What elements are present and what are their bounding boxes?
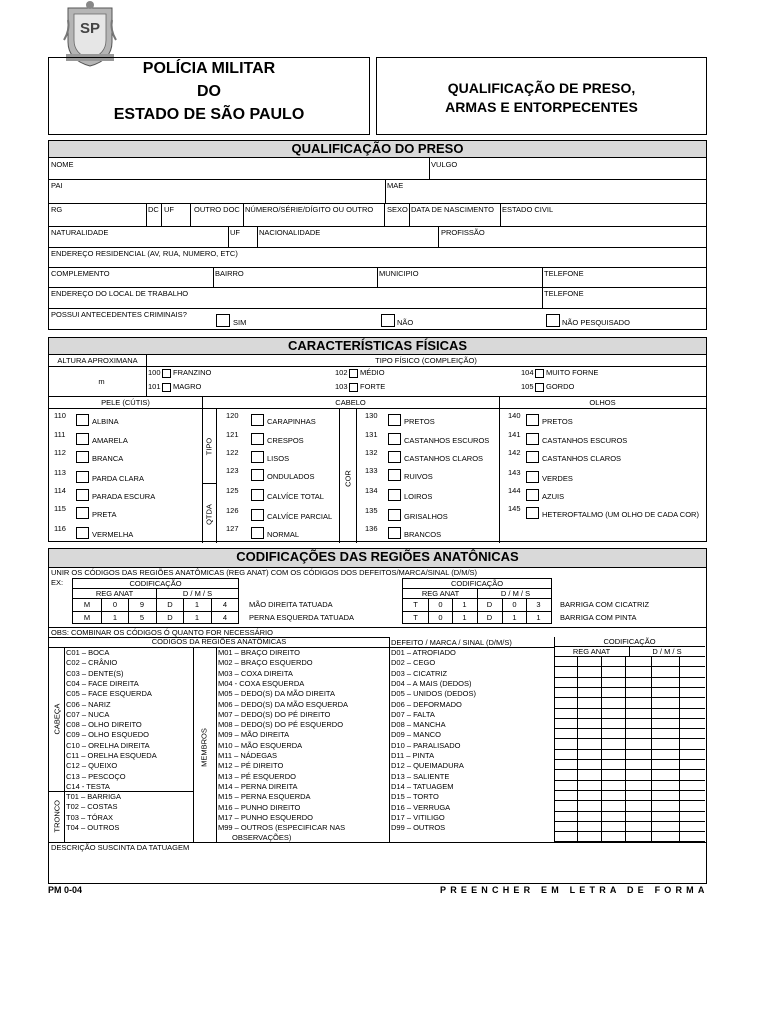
codificacao-grid[interactable] — [554, 637, 705, 842]
olhos-code[interactable]: 144 — [508, 486, 521, 495]
field-dc[interactable]: DC — [148, 205, 159, 214]
tipo-code[interactable]: 103 — [335, 382, 348, 391]
cabelo-tipo-code[interactable]: 121 — [226, 430, 239, 439]
example-cell: 1 — [462, 613, 467, 622]
pele-checkbox[interactable] — [76, 451, 89, 463]
defeito-code[interactable]: D15 – TORTO — [391, 792, 439, 802]
example-cell: D — [486, 613, 493, 622]
defeito-code[interactable]: D12 – QUEIMADURA — [391, 761, 464, 771]
olhos-label[interactable]: CASTANHOS ESCUROS — [542, 436, 628, 445]
membros-code[interactable]: M04 - COXA ESQUERDA — [218, 678, 305, 688]
org-name-line3: ESTADO DE SÃO PAULO — [113, 106, 305, 123]
grid-reg-anat: REG ANAT — [572, 647, 611, 656]
olhos-title: OLHOS — [589, 398, 616, 407]
membros-code[interactable]: M07 – DEDO(S) DO PÉ DIREITO — [218, 709, 331, 719]
ex-right-codificacao: CODIFICAÇÃO — [450, 579, 504, 588]
doc-title-line2: ARMAS E ENTORPECENTES — [445, 99, 638, 115]
codificacoes-ex: EX: — [51, 578, 64, 587]
ex-left-reg-anat: REG ANAT — [95, 589, 134, 598]
cabelo-cor-label[interactable]: LOIROS — [404, 492, 433, 501]
example-table-left — [72, 578, 239, 624]
grid-line — [651, 656, 652, 842]
cabelo-cor-checkbox[interactable] — [388, 414, 401, 426]
org-name-line1: POLÍCIA MILITAR — [142, 60, 276, 77]
pele-checkbox[interactable] — [76, 414, 89, 426]
olhos-label[interactable]: PRETOS — [542, 417, 573, 426]
cabeca-code[interactable]: C13 – PESCOÇO — [66, 771, 126, 781]
membros-code[interactable]: M15 – PERNA ESQUERDA — [218, 792, 311, 802]
example-cell: 4 — [222, 613, 228, 622]
cabelo-cor-label[interactable]: GRISALHOS — [404, 512, 448, 521]
cabelo-cor-label[interactable]: PRETOS — [404, 417, 435, 426]
tipo-code[interactable]: 102 — [335, 368, 348, 377]
antecedentes-nao-checkbox[interactable] — [381, 314, 395, 327]
example-cell: 1 — [462, 600, 467, 609]
grid-line — [679, 656, 680, 842]
cabelo-tipo-checkbox[interactable] — [251, 509, 264, 521]
tipo-label[interactable]: FRANZINO — [173, 368, 212, 377]
tipo-checkbox[interactable] — [349, 383, 358, 392]
cabeca-code[interactable]: C10 – ORELHA DIREITA — [66, 740, 150, 750]
cabelo-cor-label[interactable]: CASTANHOS ESCUROS — [404, 436, 490, 445]
altura-unit[interactable]: m — [98, 377, 105, 386]
grid-line — [629, 646, 630, 656]
antecedentes-nao-pesquisado-label: NÃO PESQUISADO — [562, 318, 630, 327]
cabelo-tipo-code[interactable]: 125 — [226, 486, 239, 495]
cabeca-code[interactable]: C02 – CRÂNIO — [66, 658, 118, 668]
tronco-code[interactable]: T01 – BARRIGA — [66, 792, 122, 801]
cabelo-tipo-label[interactable]: CALVÍCE TOTAL — [267, 492, 324, 501]
cabeca-code[interactable]: C05 – FACE ESQUERDA — [66, 689, 152, 699]
field-uf2[interactable]: UF — [230, 228, 240, 237]
field-rg[interactable]: RG — [51, 205, 63, 214]
membros-code[interactable]: M08 – DEDO(S) DO PÉ ESQUERDO — [218, 720, 344, 730]
doc-title-box — [376, 57, 707, 135]
cabelo-cor-label[interactable]: BRANCOS — [404, 530, 442, 539]
tipo-label: TIPO — [204, 437, 214, 456]
tipo-checkbox[interactable] — [535, 369, 544, 378]
ex-right-reg-anat: REG ANAT — [421, 589, 460, 598]
org-name-line2: DO — [197, 83, 221, 100]
pele-checkbox[interactable] — [76, 527, 89, 539]
membros-code[interactable]: M11 – NÁDEGAS — [218, 751, 278, 760]
grid-line — [625, 656, 626, 842]
defeito-code[interactable]: D16 – VERRUGA — [391, 802, 451, 812]
tronco-label: TRONCO — [52, 800, 62, 833]
example-cell: T — [413, 613, 418, 622]
cabeca-code[interactable]: C08 – OLHO DIREITO — [66, 720, 142, 730]
cabelo-tipo-label[interactable]: CARAPINHAS — [267, 417, 316, 426]
cabeca-code[interactable]: C01 – BOCA — [66, 648, 110, 657]
descricao-tatuagem[interactable]: DESCRIÇÃO SUSCINTA DA TATUAGEM — [51, 843, 190, 852]
cabelo-tipo-label[interactable]: CALVÍCE PARCIAL — [267, 512, 333, 521]
cabelo-cor-label[interactable]: RUIVOS — [404, 472, 433, 481]
defeito-code[interactable]: D13 – SALIENTE — [391, 771, 450, 781]
field-trabalho[interactable]: ENDEREÇO DO LOCAL DE TRABALHO — [51, 289, 189, 298]
defeito-code[interactable]: D17 – VITILIGO — [391, 812, 445, 822]
defeito-code[interactable]: D03 – CICATRIZ — [391, 668, 448, 678]
pele-label[interactable]: PARADA ESCURA — [92, 492, 156, 501]
codigos-title: CODIGOS DA REGIÕES ANATÔMICAS — [151, 637, 287, 646]
defeito-code[interactable]: D04 – A MAIS (DEDOS) — [391, 678, 472, 688]
tipo-label[interactable]: MAGRO — [173, 382, 202, 391]
defeito-title: DEFEITO / MARCA / SINAL (D/M/S) — [391, 638, 512, 647]
grid-dms: D / M / S — [652, 647, 682, 656]
example-cell: D — [167, 613, 173, 622]
membros-code[interactable]: M03 – COXA DIREITA — [218, 668, 293, 678]
cabelo-cor-code[interactable]: 136 — [365, 524, 378, 533]
olhos-checkbox[interactable] — [526, 489, 539, 501]
fisicas-title: CARACTERÍSTICAS FÍSICAS — [49, 338, 706, 355]
ex-right-desc-1: BARRIGA COM CICATRIZ — [560, 600, 650, 609]
field-nascimento[interactable]: DATA DE NASCIMENTO — [411, 205, 494, 214]
field-telefone[interactable]: TELEFONE — [544, 269, 584, 278]
cabelo-tipo-code[interactable]: 122 — [226, 448, 239, 457]
example-cell: M — [83, 600, 91, 609]
defeito-code[interactable]: D06 – DEFORMADO — [391, 699, 462, 709]
example-cell: 0 — [438, 613, 443, 622]
example-table-right — [402, 578, 552, 624]
grid-line — [601, 656, 602, 842]
tronco-code[interactable]: T03 – TÓRAX — [66, 812, 113, 822]
cabelo-cor-checkbox[interactable] — [388, 451, 401, 463]
example-cell: M — [83, 613, 91, 622]
tipo-code[interactable]: 100 — [148, 368, 161, 377]
defeito-code[interactable]: D14 – TATUAGEM — [391, 781, 454, 791]
pele-checkbox[interactable] — [76, 433, 89, 445]
defeito-code[interactable]: D07 – FALTA — [391, 709, 435, 719]
membros-code[interactable]: OBSERVAÇÕES) — [232, 833, 292, 843]
membros-code[interactable]: M10 – MÃO ESQUERDA — [218, 740, 303, 750]
qualificacao-title: QUALIFICAÇÃO DO PRESO — [49, 141, 706, 158]
field-uf[interactable]: UF — [164, 205, 174, 214]
defeito-code[interactable]: D11 – PINTA — [391, 751, 435, 760]
tipo-code[interactable]: 104 — [521, 368, 534, 377]
antecedentes-sim-checkbox[interactable] — [216, 314, 230, 327]
field-outro-doc[interactable]: OUTRO DOC — [194, 205, 240, 214]
cabelo-tipo-checkbox[interactable] — [251, 414, 264, 426]
ex-right-dms: D / M / S — [500, 589, 531, 598]
tipo-label[interactable]: MÉDIO — [360, 368, 385, 377]
pele-code[interactable]: 113 — [54, 468, 66, 477]
grid-divider — [477, 588, 478, 598]
grid-divider — [156, 588, 157, 598]
membros-code[interactable]: M02 – BRAÇO ESQUERDO — [218, 658, 313, 668]
field-vulgo[interactable]: VULGO — [431, 160, 458, 169]
cabelo-cor-code[interactable]: 134 — [365, 486, 378, 495]
example-cell: 5 — [139, 613, 145, 622]
field-mae[interactable]: MAE — [387, 181, 404, 190]
olhos-code[interactable]: 142 — [508, 448, 521, 457]
olhos-code[interactable]: 145 — [508, 504, 521, 513]
pele-checkbox[interactable] — [76, 471, 89, 483]
cabelo-tipo-checkbox[interactable] — [251, 433, 264, 445]
field-nome[interactable]: NOME — [51, 160, 74, 169]
cabeca-code[interactable]: C03 – DENTE(S) — [66, 668, 124, 678]
tipo-checkbox[interactable] — [162, 383, 171, 392]
ex-left-dms: D / M / S — [182, 589, 213, 598]
field-naturalidade[interactable]: NATURALIDADE — [51, 228, 109, 237]
cabeca-label: CABEÇA — [52, 703, 62, 735]
example-cell: 0 — [112, 600, 118, 609]
defeito-code[interactable]: D02 – CEGO — [391, 658, 436, 668]
antecedentes-sim-label: SIM — [233, 318, 247, 327]
defeito-code[interactable]: D10 – PARALISADO — [391, 740, 461, 750]
codificacoes-instr: UNIR OS CÓDIGOS DAS REGIÕES ANATÔMICAS (REG ANAT) COM OS CÓDIGOS DOS DEFEITOS/MARCA/SINAL (D/M/S) — [51, 568, 478, 577]
cabelo-tipo-checkbox[interactable] — [251, 527, 264, 539]
pele-code[interactable]: 115 — [54, 504, 66, 513]
tipo-label[interactable]: GORDO — [546, 382, 575, 391]
cabelo-cor-code[interactable]: 131 — [365, 430, 378, 439]
ex-left-desc-1: MÃO DIREITA TATUADA — [249, 600, 333, 609]
olhos-label[interactable]: HETEROFTALMO (UM OLHO DE CADA COR) — [542, 510, 699, 519]
defeito-code[interactable]: D05 – UNIDOS (DEDOS) — [391, 689, 477, 699]
field-estado-civil[interactable]: ESTADO CIVIL — [502, 205, 554, 214]
antecedentes-nao-pesquisado-checkbox[interactable] — [546, 314, 560, 327]
form-code: PM 0-04 — [48, 885, 83, 895]
tipo-checkbox[interactable] — [162, 369, 171, 378]
cabelo-cor-code[interactable]: 133 — [365, 466, 378, 475]
codificacoes-title: CODIFICAÇÕES DAS REGIÕES ANATÔNICAS — [49, 549, 706, 568]
tipo-checkbox[interactable] — [349, 369, 358, 378]
cabeca-code[interactable]: C14 - TESTA — [66, 781, 110, 791]
cabeca-code[interactable]: C11 – ORELHA ESQUEDA — [66, 751, 157, 760]
pele-code[interactable]: 114 — [54, 486, 66, 495]
olhos-label[interactable]: CASTANHOS CLAROS — [542, 454, 622, 463]
field-bairro[interactable]: BAIRRO — [215, 269, 244, 278]
olhos-checkbox[interactable] — [526, 433, 539, 445]
field-municipio[interactable]: MUNICIPIO — [379, 269, 419, 278]
example-cell: 1 — [194, 600, 200, 609]
cabelo-tipo-checkbox[interactable] — [251, 451, 264, 463]
olhos-code[interactable]: 140 — [508, 411, 521, 420]
cabelo-cor-checkbox[interactable] — [388, 489, 401, 501]
defeito-code[interactable]: D99 – OUTROS — [391, 823, 446, 833]
footer-note: PREENCHER EM LETRA DE FORMA — [440, 885, 709, 895]
pele-label[interactable]: ALBINA — [92, 417, 119, 426]
membros-code[interactable]: M12 – PÉ DIREITO — [218, 761, 284, 771]
field-telefone2[interactable]: TELEFONE — [544, 289, 584, 298]
tronco-code[interactable]: T02 – COSTAS — [66, 802, 118, 812]
cabelo-cor-code[interactable]: 135 — [365, 506, 378, 515]
membros-code[interactable]: M01 – BRAÇO DIREITO — [218, 648, 300, 657]
ex-right-desc-2: BARRIGA COM PINTA — [560, 613, 637, 622]
cor-label: COR — [343, 470, 353, 487]
pele-code[interactable]: 112 — [54, 448, 66, 457]
tipo-label[interactable]: FORTE — [360, 382, 386, 391]
cabelo-tipo-checkbox[interactable] — [251, 469, 264, 481]
example-cell: 1 — [194, 613, 200, 622]
antecedentes-label: POSSUI ANTECEDENTES CRIMINAIS? — [51, 310, 187, 319]
tipo-fisico-label: TIPO FÍSICO (COMPLEIÇÃO) — [375, 356, 477, 365]
tipo-label[interactable]: MUITO FORNE — [546, 368, 599, 377]
pele-code[interactable]: 116 — [54, 524, 66, 533]
cabelo-tipo-label[interactable]: NORMAL — [267, 530, 300, 539]
olhos-checkbox[interactable] — [526, 471, 539, 483]
pele-label[interactable]: AMARELA — [92, 436, 128, 445]
example-cell: 1 — [512, 613, 517, 622]
cabelo-cor-checkbox[interactable] — [388, 433, 401, 445]
cabeca-code[interactable]: C04 – FACE DIREITA — [66, 678, 139, 688]
defeito-code[interactable]: D01 – ATROFIADO — [391, 648, 456, 657]
tipo-code[interactable]: 105 — [521, 382, 534, 391]
fisicas-section — [48, 337, 707, 542]
olhos-checkbox[interactable] — [526, 451, 539, 463]
pele-label[interactable]: BRANCA — [92, 454, 124, 463]
example-cell: D — [167, 600, 173, 609]
cabelo-tipo-code[interactable]: 120 — [226, 411, 239, 420]
olhos-checkbox[interactable] — [526, 414, 539, 426]
membros-code[interactable]: M14 – PERNA DIREITA — [218, 781, 298, 791]
qualificacao-section — [48, 140, 707, 330]
field-nacionalidade[interactable]: NACIONALIDADE — [259, 228, 321, 237]
example-cell: 0 — [512, 600, 517, 609]
example-cell: 4 — [222, 600, 228, 609]
codificacoes-section — [48, 548, 707, 884]
pele-label[interactable]: PARDA CLARA — [92, 474, 144, 483]
example-cell: 1 — [536, 613, 541, 622]
ex-left-codificacao: CODIFICAÇÃO — [129, 579, 182, 588]
cabelo-tipo-checkbox[interactable] — [251, 489, 264, 501]
field-endereco[interactable]: ENDEREÇO RESIDENCIAL (AV, RUA, NUMERO, ETC) — [51, 249, 238, 258]
example-cell: 1 — [112, 613, 118, 622]
cabelo-tipo-label[interactable]: ONDULADOS — [267, 472, 315, 481]
membros-code[interactable]: M17 – PUNHO ESQUERDO — [218, 812, 314, 822]
olhos-label[interactable]: VERDES — [542, 474, 573, 483]
pele-code[interactable]: 111 — [54, 430, 66, 439]
cabeca-code[interactable]: C09 – OLHO ESQUEDO — [66, 730, 149, 740]
olhos-code[interactable]: 141 — [508, 430, 521, 439]
pele-title: PELE (CÚTIS) — [101, 398, 150, 407]
doc-title-line1: QUALIFICAÇÃO DE PRESO, — [447, 80, 636, 96]
altura-label: ALTURA APROXIMANA — [57, 356, 138, 365]
pele-checkbox[interactable] — [76, 507, 89, 519]
pele-label[interactable]: PRETA — [92, 510, 117, 519]
field-profissao[interactable]: PROFISSÃO — [441, 228, 485, 237]
example-cell: 3 — [536, 600, 541, 609]
cabeca-code[interactable]: C06 – NARIZ — [66, 699, 111, 709]
org-header-box — [48, 57, 370, 135]
tipo-checkbox[interactable] — [535, 383, 544, 392]
example-cell: D — [486, 600, 493, 609]
membros-label: MEMBROS — [199, 728, 209, 767]
pele-code[interactable]: 110 — [54, 411, 66, 420]
cabelo-cor-checkbox[interactable] — [388, 509, 401, 521]
obs-text: OBS: COMBINAR OS CÓDIGOS Ó QUANTO FOR NECESSÁRIO — [51, 628, 273, 637]
example-cell: 9 — [139, 600, 145, 609]
pele-checkbox[interactable] — [76, 489, 89, 501]
grid-line — [577, 656, 578, 842]
cabelo-tipo-label[interactable]: CRESPOS — [267, 436, 304, 445]
cabelo-cor-label[interactable]: CASTANHOS CLAROS — [404, 454, 484, 463]
cabelo-cor-code[interactable]: 132 — [365, 448, 378, 457]
field-numero[interactable]: NÚMERO/SÉRIE/DÍGITO OU OUTRO — [245, 205, 374, 214]
cabelo-tipo-label[interactable]: LISOS — [267, 454, 290, 463]
qtda-label: QTDA — [204, 504, 214, 525]
tronco-code[interactable]: T04 – OUTROS — [66, 822, 120, 832]
logo-text: SP — [79, 20, 100, 37]
membros-code[interactable]: M09 – MÃO DIREITA — [218, 730, 290, 740]
membros-code[interactable]: M13 – PÉ ESQUERDO — [218, 771, 296, 781]
field-complemento[interactable]: COMPLEMENTO — [51, 269, 110, 278]
pele-label[interactable]: VERMELHA — [92, 530, 134, 539]
cabelo-cor-code[interactable]: 130 — [365, 411, 378, 420]
antecedentes-nao-label: NÃO — [397, 318, 414, 327]
defeito-code[interactable]: D08 – MANCHA — [391, 720, 446, 730]
tipo-code[interactable]: 101 — [148, 382, 161, 391]
defeito-code[interactable]: D09 – MANCO — [391, 730, 442, 740]
olhos-code[interactable]: 143 — [508, 468, 521, 477]
membros-code[interactable]: M05 – DEDO(S) DA MÃO DIREITA — [218, 689, 335, 699]
membros-code[interactable]: M99 – OUTROS (ESPECIFICAR NAS — [218, 823, 346, 833]
field-sexo[interactable]: SEXO — [387, 205, 408, 214]
cabelo-title: CABELO — [335, 398, 366, 407]
cabeca-code[interactable]: C07 – NUCA — [66, 709, 110, 719]
membros-code[interactable]: M06 – DEDO(S) DA MÃO ESQUERDA — [218, 699, 349, 709]
cabelo-tipo-code[interactable]: 127 — [226, 524, 239, 533]
cabeca-code[interactable]: C12 – QUEIXO — [66, 761, 118, 771]
cabelo-tipo-code[interactable]: 126 — [226, 506, 239, 515]
example-cell: T — [413, 600, 418, 609]
cabelo-cor-checkbox[interactable] — [388, 469, 401, 481]
membros-code[interactable]: M16 – PUNHO DIREITO — [218, 802, 301, 812]
ex-left-desc-2: PERNA ESQUERDA TATUADA — [249, 613, 355, 622]
olhos-checkbox[interactable] — [526, 507, 539, 519]
field-pai[interactable]: PAI — [51, 181, 63, 190]
olhos-label[interactable]: AZUIS — [542, 492, 565, 501]
cabelo-tipo-code[interactable]: 123 — [226, 466, 239, 475]
grid-codificacao: CODIFICAÇÃO — [603, 637, 656, 646]
cabelo-cor-checkbox[interactable] — [388, 527, 401, 539]
example-cell: 0 — [438, 600, 443, 609]
